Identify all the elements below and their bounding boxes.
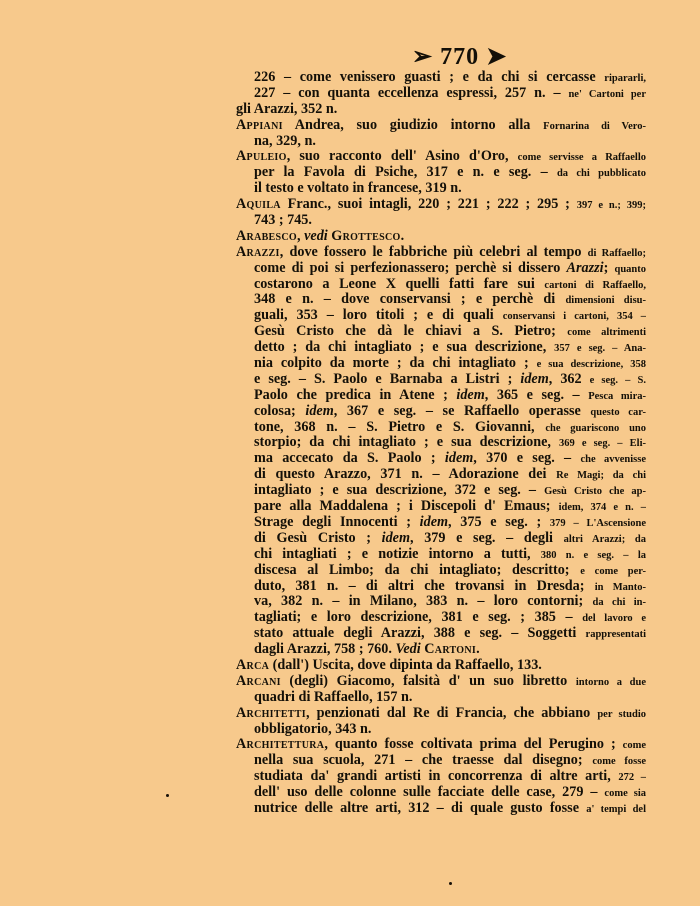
small-text: da chi pubblicato bbox=[556, 168, 646, 180]
line-text: , 362 bbox=[548, 371, 590, 387]
line-text: , quanto fosse coltivata prima del Perugino ; bbox=[324, 737, 623, 753]
index-line bbox=[236, 674, 646, 690]
index-line bbox=[236, 292, 646, 308]
index-heading: Architettura bbox=[236, 737, 325, 753]
index-line bbox=[236, 531, 646, 547]
index-line bbox=[236, 324, 646, 340]
small-text: intorno a due bbox=[575, 676, 646, 688]
index-line bbox=[236, 594, 646, 610]
line-text: costarono a Leone X quelli fatti fare sui bbox=[254, 276, 545, 292]
line-text: duto, 381 n. – di altri che trovansi in Dresda; bbox=[254, 578, 595, 594]
index-line bbox=[236, 451, 646, 467]
line-text: tagliati; e loro descrizione, 381 e seg. ; 385 – bbox=[254, 610, 583, 626]
small-text: ne' Cartoni per bbox=[568, 88, 646, 100]
index-line bbox=[236, 388, 646, 404]
index-heading: Arcani bbox=[236, 673, 281, 689]
index-heading: Arazzi bbox=[236, 244, 280, 260]
index-line bbox=[236, 308, 646, 324]
line-text: va, 382 n. – in Milano, 383 n. – loro contorni; bbox=[254, 594, 593, 610]
small-text: 369 e seg. – Eli- bbox=[558, 438, 646, 450]
right-fleuron-icon: ➤ bbox=[479, 44, 508, 70]
line-text: nella sua scuola, 271 – che traesse dal disegno; bbox=[254, 753, 593, 769]
line-text: studiata da' grandi artisti in concorrenza di altre arti, bbox=[254, 769, 619, 785]
small-text: 379 – L'Ascensione bbox=[549, 517, 646, 529]
line-text: nia colpito da morte ; da chi intagliato ; bbox=[254, 356, 537, 372]
line-text: idem bbox=[520, 371, 549, 387]
small-text: idem, 374 e n. – bbox=[558, 502, 646, 514]
index-line bbox=[236, 737, 646, 753]
index-line bbox=[236, 467, 646, 483]
small-text: di Raffaello; bbox=[587, 247, 646, 259]
line-text: discesa al Limbo; da chi intagliato; descritto; bbox=[254, 562, 581, 578]
index-line bbox=[236, 658, 646, 674]
line-text: detto ; da chi intagliato ; e sua descrizione, bbox=[254, 340, 555, 356]
index-heading: Cartoni. bbox=[424, 642, 480, 658]
index-line bbox=[236, 515, 646, 531]
small-text: Fornarina di Vero- bbox=[543, 120, 646, 132]
line-text: , 370 e seg. – bbox=[473, 451, 581, 467]
small-text: 272 – bbox=[618, 772, 646, 784]
index-heading: Architetti bbox=[236, 705, 306, 721]
line-text: (degli) Giacomo, falsità d' un suo libretto bbox=[280, 673, 576, 689]
index-line bbox=[236, 261, 646, 277]
small-text: Gesù Cristo che ap- bbox=[544, 486, 646, 498]
line-text: per la Favola di Psiche, 317 e n. e seg. – bbox=[254, 165, 557, 181]
line-text: idem bbox=[419, 514, 449, 530]
index-line bbox=[236, 690, 646, 706]
index-line bbox=[236, 404, 646, 420]
line-text: di questo Arazzo, 371 n. – Adorazione dei bbox=[254, 467, 557, 483]
line-text: vedi bbox=[304, 228, 328, 244]
index-heading: Apuleio bbox=[236, 149, 287, 165]
index-line bbox=[236, 547, 646, 563]
line-text: , 365 e seg. – bbox=[484, 387, 589, 403]
ink-speck bbox=[166, 794, 169, 797]
line-text: 227 – con quanta eccellenza espressi, 257 n. – bbox=[254, 85, 569, 101]
line-text: come di poi si perfezionassero; perchè si dissero bbox=[254, 260, 567, 276]
index-line bbox=[236, 372, 646, 388]
line-text: e seg. – S. Paolo e Barnaba a Listri ; bbox=[254, 371, 521, 387]
index-line bbox=[236, 610, 646, 626]
index-heading: Arabesco bbox=[236, 228, 297, 244]
index-line bbox=[236, 213, 646, 229]
small-text: ripararli, bbox=[604, 73, 646, 84]
small-text: e come per- bbox=[580, 565, 646, 577]
line-text: colosa; bbox=[254, 403, 306, 419]
line-text: pare alla Maddalena ; i Discepoli d' Emaus; bbox=[254, 499, 559, 515]
line-text: 743 ; 745. bbox=[254, 213, 312, 229]
index-line bbox=[236, 563, 646, 579]
index-line bbox=[236, 785, 646, 801]
line-text: Paolo che predica in Atene ; bbox=[254, 387, 457, 403]
index-line bbox=[236, 483, 646, 499]
index-line bbox=[236, 149, 646, 165]
index-heading: Appiani bbox=[236, 117, 283, 133]
index-line bbox=[236, 801, 646, 817]
small-text: 357 e seg. – Ana- bbox=[554, 343, 646, 355]
index-line bbox=[236, 626, 646, 642]
small-text: come sia bbox=[604, 788, 646, 800]
index-line bbox=[236, 722, 646, 738]
small-text: come altrimenti bbox=[567, 327, 646, 339]
line-text: , dove fossero le fabbriche più celebri al tempo bbox=[279, 244, 588, 260]
line-text: idem bbox=[305, 403, 334, 419]
small-text: in Manto- bbox=[594, 581, 646, 593]
index-line bbox=[236, 340, 646, 356]
small-text: per studio bbox=[597, 708, 646, 720]
small-text: conservansi i cartoni, 354 – bbox=[502, 311, 646, 323]
index-line bbox=[236, 134, 646, 150]
index-line bbox=[236, 181, 646, 197]
small-text: e sua descrizione, 358 bbox=[536, 359, 646, 371]
small-text: da chi in- bbox=[592, 597, 646, 609]
line-text: idem bbox=[381, 530, 411, 546]
index-line bbox=[236, 245, 646, 261]
index-heading: Grottesco. bbox=[331, 228, 405, 244]
index-line bbox=[236, 277, 646, 293]
small-text: 380 n. e seg. – la bbox=[540, 549, 646, 561]
line-text: Vedi bbox=[395, 642, 421, 658]
line-text: dell' uso delle colonne sulle facciate delle case, 279 – bbox=[254, 785, 605, 801]
small-text: a' tempi del bbox=[586, 803, 646, 815]
index-line bbox=[236, 706, 646, 722]
line-text: , 367 e seg. – se Raffaello operasse bbox=[333, 403, 591, 419]
line-text: il testo e voltato in francese, 319 n. bbox=[254, 181, 462, 197]
line-text: gli Arazzi, 352 n. bbox=[236, 101, 338, 117]
line-text: 226 – come venissero guasti ; e da chi si cercasse bbox=[254, 70, 605, 85]
small-text: come fosse bbox=[592, 756, 646, 768]
index-line bbox=[236, 229, 646, 245]
small-text: cartoni di Raffaello, bbox=[544, 279, 646, 291]
line-text: , bbox=[297, 228, 305, 244]
index-text-block bbox=[236, 70, 646, 817]
line-text: , 375 e seg. ; bbox=[448, 514, 550, 530]
small-text: questo car- bbox=[590, 406, 646, 418]
index-heading: Aquila bbox=[236, 197, 281, 213]
line-text: Strage degli Innocenti ; bbox=[254, 514, 420, 530]
line-text: dagli Arazzi, 758 ; 760. bbox=[254, 642, 396, 658]
index-line bbox=[236, 165, 646, 181]
ink-speck bbox=[449, 882, 452, 885]
index-line bbox=[236, 70, 646, 86]
line-text: intagliato ; e sua descrizione, 372 e seg. – bbox=[254, 483, 545, 499]
line-text: , 379 e seg. – degli bbox=[410, 530, 564, 546]
line-text: nutrice delle altre arti, 312 – di quale gusto fosse bbox=[254, 800, 587, 816]
index-line bbox=[236, 420, 646, 436]
small-text: del lavoro e bbox=[582, 613, 646, 625]
line-text: guali, 353 – loro titoli ; e di quali bbox=[254, 308, 503, 324]
index-line bbox=[236, 579, 646, 595]
line-text: di Gesù Cristo ; bbox=[254, 530, 382, 546]
small-text: Re Magi; da chi bbox=[556, 470, 646, 482]
line-text: , suo racconto dell' Asino d'Oro, bbox=[286, 149, 518, 165]
line-text: storpio; da chi intagliato ; e sua descrizione, bbox=[254, 435, 559, 451]
small-text: quanto bbox=[614, 263, 646, 275]
small-text: altri Arazzi; da bbox=[563, 533, 646, 545]
page-number bbox=[412, 42, 507, 71]
line-text: ma accecato da S. Paolo ; bbox=[254, 451, 445, 467]
index-line bbox=[236, 769, 646, 785]
line-text: na, 329, n. bbox=[254, 133, 316, 149]
line-text: Arazzi bbox=[566, 260, 604, 276]
index-line bbox=[236, 118, 646, 134]
line-text: (dall') Uscita, dove dipinta da Raffaello, 133. bbox=[269, 657, 542, 673]
small-text: e seg. – S. bbox=[589, 374, 646, 386]
left-fleuron-icon: ➢ bbox=[412, 44, 441, 70]
small-text: 397 e n.; 399; bbox=[576, 200, 646, 212]
small-text: Pesca mira- bbox=[588, 390, 646, 402]
small-text: come servisse a Raffaello bbox=[517, 152, 646, 164]
index-line bbox=[236, 642, 646, 658]
small-text: come bbox=[622, 740, 646, 752]
line-text: chi intagliati ; e notizie intorno a tutti, bbox=[254, 546, 541, 562]
line-text: stato attuale degli Arazzi, 388 e seg. – Soggetti bbox=[254, 626, 586, 642]
index-line bbox=[236, 102, 646, 118]
index-line bbox=[236, 356, 646, 372]
line-text: Gesù Cristo che dà le chiavi a S. Pietro; bbox=[254, 324, 568, 340]
line-text: obbligatorio, 343 n. bbox=[254, 721, 372, 737]
index-line bbox=[236, 499, 646, 515]
line-text: idem bbox=[456, 387, 485, 403]
small-text: che guariscono uno bbox=[545, 422, 646, 434]
index-heading: Arca bbox=[236, 657, 270, 673]
page-number-value: 770 bbox=[440, 44, 480, 70]
line-text: Andrea, suo giudizio intorno alla bbox=[282, 117, 544, 133]
line-text: , penzionati dal Re di Francia, che abbiano bbox=[305, 705, 598, 721]
index-line bbox=[236, 753, 646, 769]
index-line bbox=[236, 197, 646, 213]
line-text: quadri di Raffaello, 157 n. bbox=[254, 689, 413, 705]
line-text: Franc., suoi intagli, 220 ; 221 ; 222 ; 295 ; bbox=[280, 197, 577, 213]
index-line bbox=[236, 435, 646, 451]
line-text: ; bbox=[603, 260, 615, 276]
small-text: che avvenisse bbox=[580, 454, 646, 466]
small-text: rappresentati bbox=[585, 629, 646, 641]
line-text: idem bbox=[444, 451, 474, 467]
line-text: 348 e n. – dove conservansi ; e perchè di bbox=[254, 292, 566, 308]
small-text: dimensioni disu- bbox=[565, 295, 646, 307]
index-line bbox=[236, 86, 646, 102]
line-text: tone, 368 n. – S. Pietro e S. Giovanni, bbox=[254, 419, 546, 435]
